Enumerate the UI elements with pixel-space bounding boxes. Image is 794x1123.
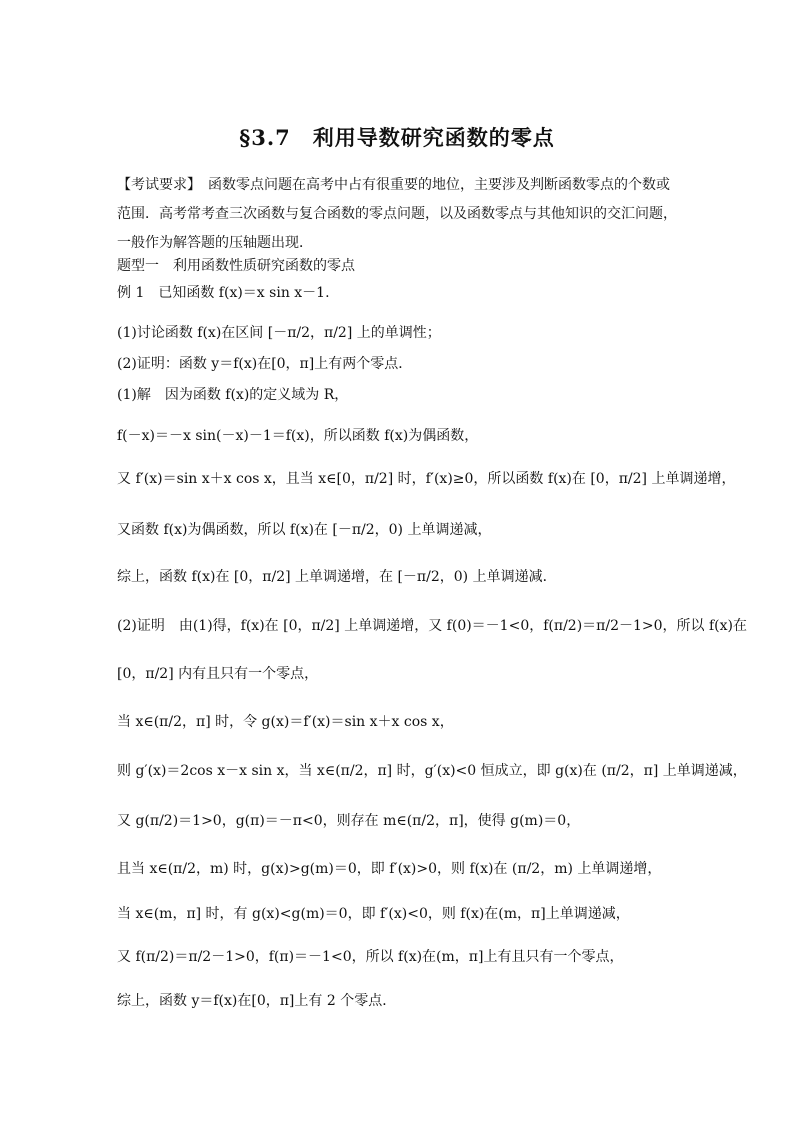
proof-line-3: 当 x∈(π/2，π] 时，令 g(x)＝f′(x)＝sin x＋x cos x， — [117, 714, 454, 730]
solution-line-3: 又 f′(x)＝sin x＋x cos x，且当 x∈[0，π/2] 时，f′(x)≥0，所以函数 f(x)在 [0，π/2] 上单调递增， — [117, 471, 736, 487]
question-type-heading: 题型一 利用函数性质研究函数的零点 — [117, 258, 355, 274]
proof-line-1: (2)证明 由(1)得，f(x)在 [0，π/2] 上单调递增，又 f(0)＝－1<0，f(π/2)＝π/2－1>0，所以 f(x)在 — [117, 618, 747, 634]
exam-requirement-paragraph: 【考试要求】 函数零点问题在高考中占有很重要的地位，主要涉及判断函数零点的个数或范围．高考常考查三次函数与复合函数的零点问题，以及函数零点与其他知识的交汇问题，一般作为解答题的压轴题出现． — [117, 177, 677, 251]
solution-line-5: 综上，函数 f(x)在 [0，π/2] 上单调递增，在 [－π/2，0) 上单调递减． — [117, 569, 557, 585]
proof-line-9: 综上，函数 y＝f(x)在[0，π]上有 2 个零点． — [117, 993, 397, 1009]
proof-line-6: 且当 x∈(π/2，m) 时，g(x)>g(m)＝0，即 f′(x)>0，则 f(x)在 (π/2，m) 上单调递增， — [117, 861, 662, 877]
example-statement: 例 1 已知函数 f(x)＝x sin x－1. — [117, 285, 330, 301]
proof-line-8: 又 f(π/2)＝π/2－1>0，f(π)＝－1<0，所以 f(x)在(m，π]上有且只有一个零点， — [117, 949, 624, 965]
page-title: §3.7 利用导数研究函数的零点 — [239, 125, 555, 150]
proof-line-4: 则 g′(x)＝2cos x－x sin x，当 x∈(π/2，π] 时，g′(x)<0 恒成立，即 g(x)在 (π/2，π] 上单调递减， — [117, 763, 747, 779]
solution-line-1: (1)解 因为函数 f(x)的定义域为 R， — [117, 387, 349, 403]
solution-line-4: 又函数 f(x)为偶函数，所以 f(x)在 [－π/2，0) 上单调递减， — [117, 522, 492, 538]
proof-line-2: [0，π/2] 内有且只有一个零点， — [117, 666, 319, 682]
proof-line-7: 当 x∈(m，π] 时，有 g(x)<g(m)＝0，即 f′(x)<0，则 f(x)在(m，π]上单调递减， — [117, 906, 630, 922]
question-2: (2)证明：函数 y＝f(x)在[0，π]上有两个零点． — [117, 356, 413, 372]
proof-line-5: 又 g(π/2)＝1>0，g(π)＝－π<0，则存在 m∈(π/2，π]，使得 g(m)＝0， — [117, 813, 581, 829]
solution-line-2: f(－x)＝－x sin(－x)－1＝f(x)，所以函数 f(x)为偶函数， — [117, 428, 479, 444]
question-1: (1)讨论函数 f(x)在区间 [－π/2，π/2] 上的单调性； — [117, 325, 441, 341]
